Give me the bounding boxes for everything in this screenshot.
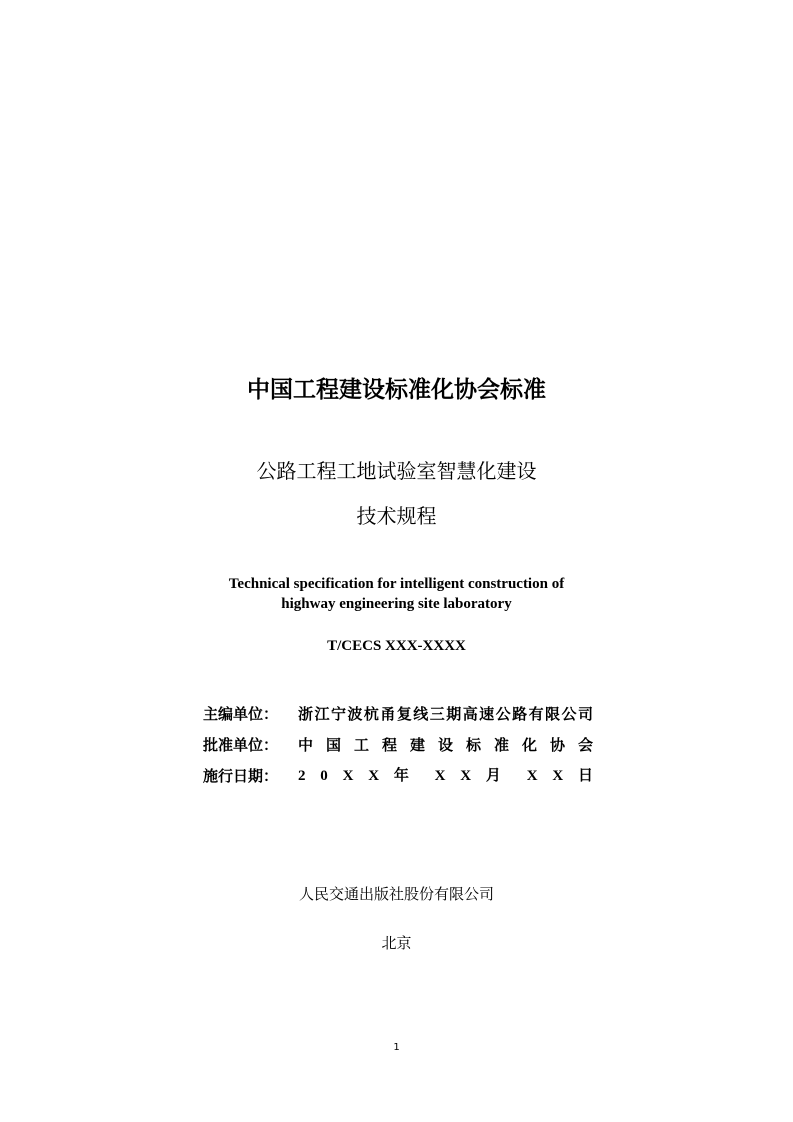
info-row-effective-date xyxy=(203,766,593,786)
info-value: 2 0 X X 年 X X 月 X X 日 xyxy=(298,768,593,784)
org-standard-heading: 中国工程建设标准化协会标准 xyxy=(247,377,546,403)
title-cn-line1: 公路工程工地试验室智慧化建设 xyxy=(256,459,537,483)
info-value: 中国工程建设标准化协会 xyxy=(298,736,593,754)
title-cn-line2: 技术规程 xyxy=(356,504,437,528)
info-label: 批准单位： xyxy=(203,736,279,754)
info-label: 主编单位： xyxy=(203,705,279,723)
page-number: 1 xyxy=(393,1042,400,1053)
publisher: 人民交通出版社股份有限公司 xyxy=(298,885,494,903)
info-row-chief-editor xyxy=(203,704,593,724)
info-label: 施行日期： xyxy=(203,767,279,785)
title-en-line2: highway engineering site laboratory xyxy=(281,596,512,612)
info-row-approver xyxy=(203,735,593,755)
info-value: 浙江宁波杭甬复线三期高速公路有限公司 xyxy=(298,705,593,723)
title-en-line1: Technical specification for intelligent construction of xyxy=(228,576,565,592)
publisher-city: 北京 xyxy=(381,934,412,952)
standard-code: T/CECS XXX-XXXX xyxy=(327,638,466,654)
